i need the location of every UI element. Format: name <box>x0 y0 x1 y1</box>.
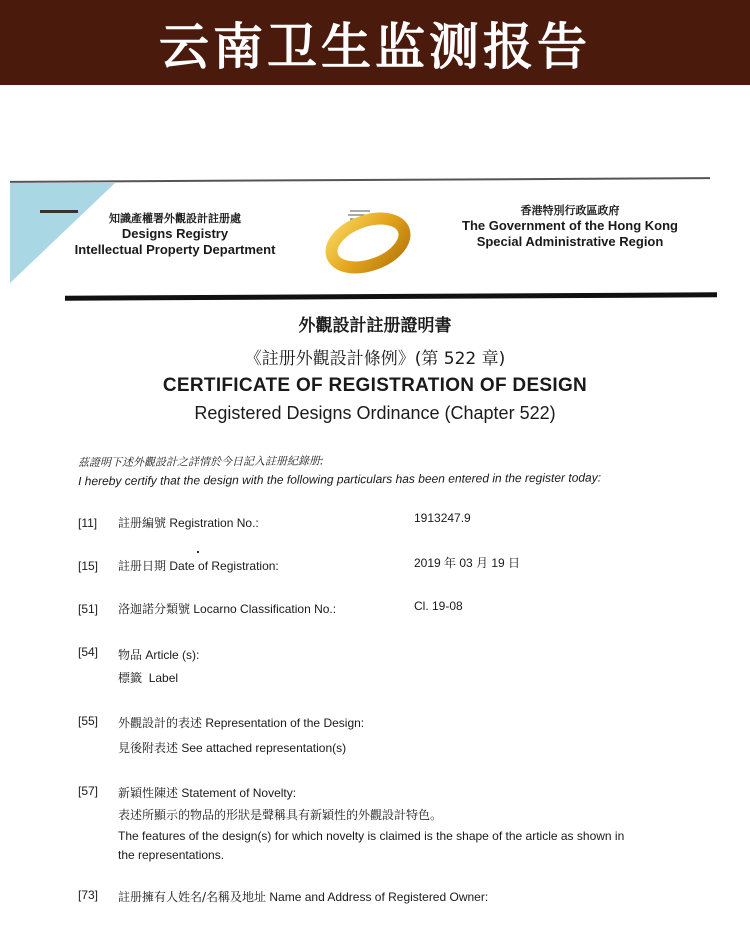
representation-value: 見後附表述 See attached representation(s) <box>118 741 347 755</box>
certificate-titles <box>0 311 750 424</box>
field-label: 洛迦諾分類號 Locarno Classification No.: <box>118 602 337 616</box>
field-label: 物品 Article (s): <box>118 648 200 662</box>
certificate-document <box>0 85 750 952</box>
field-code: [57] <box>78 784 99 798</box>
field-code: [51] <box>78 602 99 616</box>
government-name-en-2: Special Administrative Region <box>476 234 664 249</box>
field-code: [73] <box>78 888 99 902</box>
field-label: 新穎性陳述 Statement of Novelty: <box>118 786 297 800</box>
registration-date-value: 2019 年 03 月 19 日 <box>414 556 521 570</box>
certification-statement <box>78 449 698 491</box>
field-label: 註册日期 Date of Registration: <box>118 559 279 573</box>
field-label: 註册擁有人姓名/名稱及地址 Name and Address of Registered Owner: <box>118 890 489 904</box>
novelty-statement-en-2: the representations. <box>118 848 225 862</box>
field-code: [55] <box>78 714 99 728</box>
gold-ring-emblem-icon <box>320 203 415 283</box>
registration-number-value: 1913247.9 <box>414 511 471 525</box>
registry-name-en-1: Designs Registry <box>121 226 229 241</box>
banner-title: 云南卫生监测报告 <box>159 17 591 76</box>
top-banner <box>0 0 750 85</box>
ink-speck <box>197 551 199 553</box>
field-code: [11] <box>78 516 98 530</box>
paper-edge-line <box>10 177 710 183</box>
header-rule <box>65 292 717 300</box>
field-code: [54] <box>78 645 99 659</box>
field-code: [15] <box>78 559 99 573</box>
field-label: 外觀設計的表述 Representation of the Design: <box>118 716 365 730</box>
certify-text-zh: 茲證明下述外觀設計之詳情於今日記入註册紀錄册: <box>77 454 324 470</box>
designs-registry-header <box>60 210 290 258</box>
government-name-en-1: The Government of the Hong Kong <box>462 218 678 233</box>
registry-name-en-2: Intellectual Property Department <box>74 242 276 257</box>
registry-name-zh: 知識產權署外觀設計註册處 <box>109 212 241 225</box>
certificate-title-en: CERTIFICATE OF REGISTRATION OF DESIGN <box>162 375 588 396</box>
novelty-statement-zh: 表述所顯示的物品的形狀是聲稱具有新穎性的外觀設計特色。 <box>118 808 443 822</box>
hksar-government-header <box>440 202 700 250</box>
novelty-statement-en-1: The features of the design(s) for which novelty is claimed is the shape of the article as shown in <box>118 829 625 843</box>
government-name-zh: 香港特別行政區政府 <box>520 204 620 217</box>
ordinance-title-zh: 《註册外觀設計條例》(第 522 章) <box>244 349 506 369</box>
certificate-title-zh: 外觀設計註册證明書 <box>298 316 452 336</box>
field-label: 註册編號 Registration No.: <box>118 516 259 530</box>
locarno-class-value: Cl. 19-08 <box>414 599 463 613</box>
article-value: 標籤 Label <box>118 671 179 685</box>
certify-text-en: I hereby certify that the design with the following particulars has been entered in the register today: <box>78 470 602 489</box>
ordinance-title-en: Registered Designs Ordinance (Chapter 522) <box>194 403 556 423</box>
